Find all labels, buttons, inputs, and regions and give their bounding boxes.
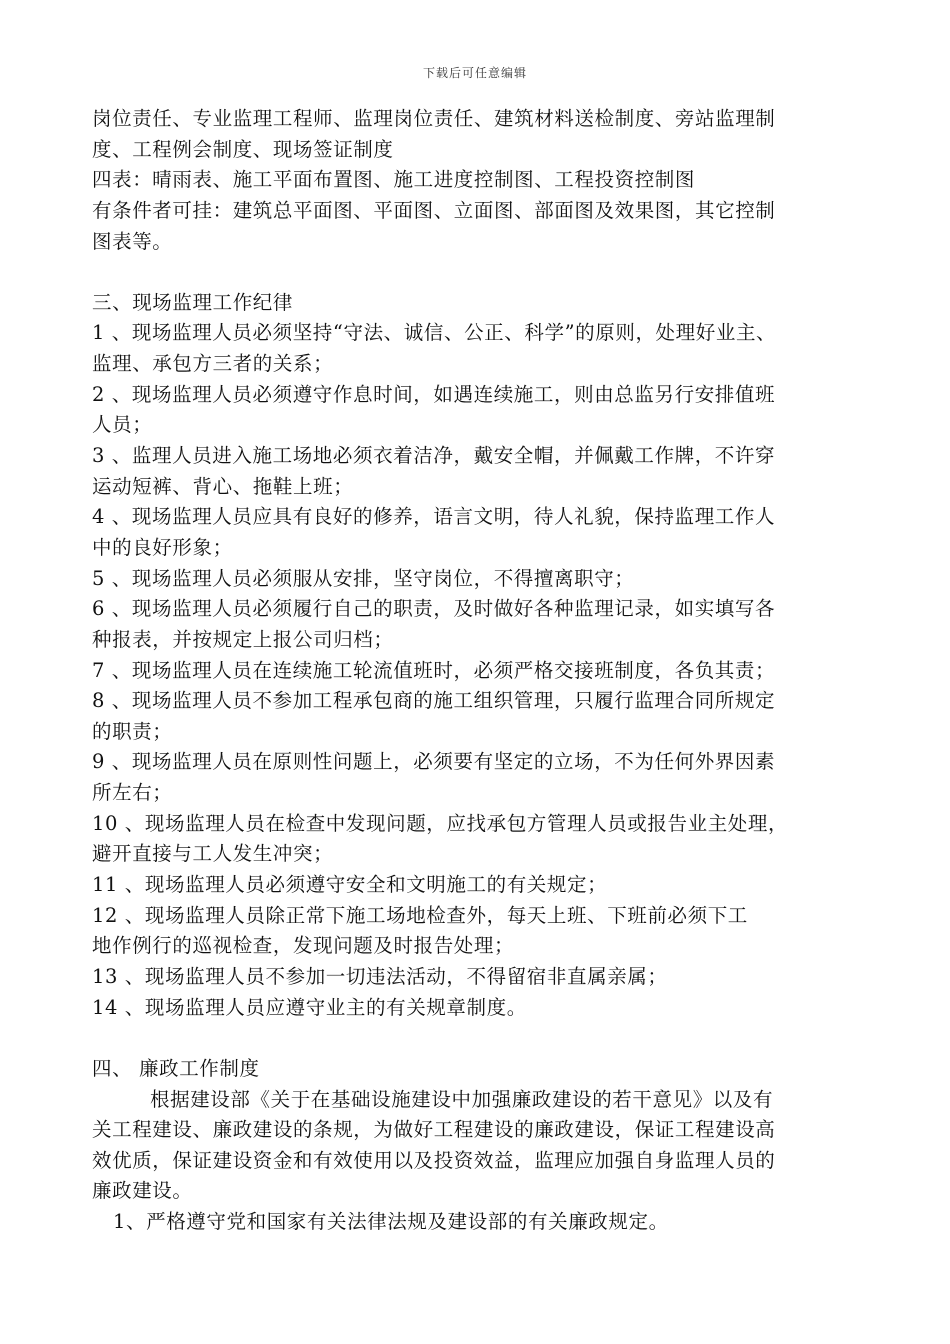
page-header: 下载后可任意编辑 [422, 66, 527, 80]
text-line: 廉政建设。 [92, 1179, 193, 1203]
text-line: 12 、现场监理人员除正常下施工场地检查外，每天上班、下班前必须下工 [92, 903, 748, 927]
text-line: 11 、现场监理人员必须遵守安全和文明施工的有关规定； [92, 873, 608, 897]
text-line: 效优质，保证建设资金和有效使用以及投资效益，监理应加强自身监理人员的 [92, 1148, 776, 1172]
text-line: 根据建设部《关于在基础设施建设中加强廉政建设的若干意见》以及有 [150, 1087, 774, 1111]
text-line: 避开直接与工人发生冲突； [92, 842, 334, 866]
section-heading: 四、 廉政工作制度 [92, 1056, 260, 1080]
text-line: 5 、现场监理人员必须服从安排，坚守岗位，不得擅离职守； [92, 566, 635, 590]
text-line: 运动短裤、背心、拖鞋上班； [92, 474, 354, 498]
text-line: 13 、现场监理人员不参加一切违法活动，不得留宿非直属亲属； [92, 964, 668, 988]
text-line: 的职责； [92, 719, 173, 743]
text-line: 1 、现场监理人员必须坚持“守法、诚信、公正、科学”的原则，处理好业主、 [92, 321, 777, 345]
text-line: 岗位责任、专业监理工程师、监理岗位责任、建筑材料送检制度、旁站监理制 [92, 107, 776, 130]
blank-line [92, 1023, 882, 1054]
text-line: 种报表，并按规定上报公司归档； [92, 627, 394, 651]
text-line: 关工程建设、廉政建设的条规，为做好工程建设的廉政建设，保证工程建设高 [92, 1118, 776, 1142]
section-heading: 三、现场监理工作纪律 [92, 290, 294, 314]
text-line: 中的良好形象； [92, 535, 233, 559]
text-line: 10 、现场监理人员在检查中发现问题，应找承包方管理人员或报告业主处理， [92, 811, 789, 835]
text-line: 人员； [92, 413, 153, 437]
text-line: 监理、承包方三者的关系； [92, 352, 334, 376]
text-line: 2 、现场监理人员必须遵守作息时间，如遇连续施工，则由总监另行安排值班 [92, 382, 776, 406]
document-body [92, 104, 882, 1238]
text-line: 3 、监理人员进入施工场地必须衣着洁净，戴安全帽，并佩戴工作牌，不许穿 [92, 444, 776, 468]
text-line: 14 、现场监理人员应遵守业主的有关规章制度。 [92, 995, 527, 1019]
text-line: 1、严格遵守党和国家有关法律法规及建设部的有关廉政规定。 [113, 1210, 669, 1234]
text-line: 6 、现场监理人员必须履行自己的职责，及时做好各种监理记录，如实填写各 [92, 597, 776, 621]
text-line: 8 、现场监理人员不参加工程承包商的施工组织管理，只履行监理合同所规定 [92, 689, 776, 713]
text-line: 地作例行的巡视检查，发现问题及时报告处理； [92, 934, 515, 958]
text-line: 有条件者可挂：建筑总平面图、平面图、立面图、部面图及效果图，其它控制 [92, 198, 776, 222]
text-line: 7 、现场监理人员在连续施工轮流值班时，必须严格交接班制度，各负其责； [92, 658, 776, 682]
text-line: 图表等。 [92, 229, 173, 253]
text-line: 4 、现场监理人员应具有良好的修养，语言文明，待人礼貌，保持监理工作人 [92, 505, 776, 529]
blank-line [92, 257, 882, 288]
text-line: 9 、现场监理人员在原则性问题上，必须要有坚定的立场，不为任何外界因素 [92, 750, 776, 774]
text-line: 度、工程例会制度、现场签证制度 [92, 137, 394, 161]
text-line: 所左右； [92, 781, 173, 805]
text-line: 四表：晴雨表、施工平面布置图、施工进度控制图、工程投资控制图 [92, 168, 696, 192]
